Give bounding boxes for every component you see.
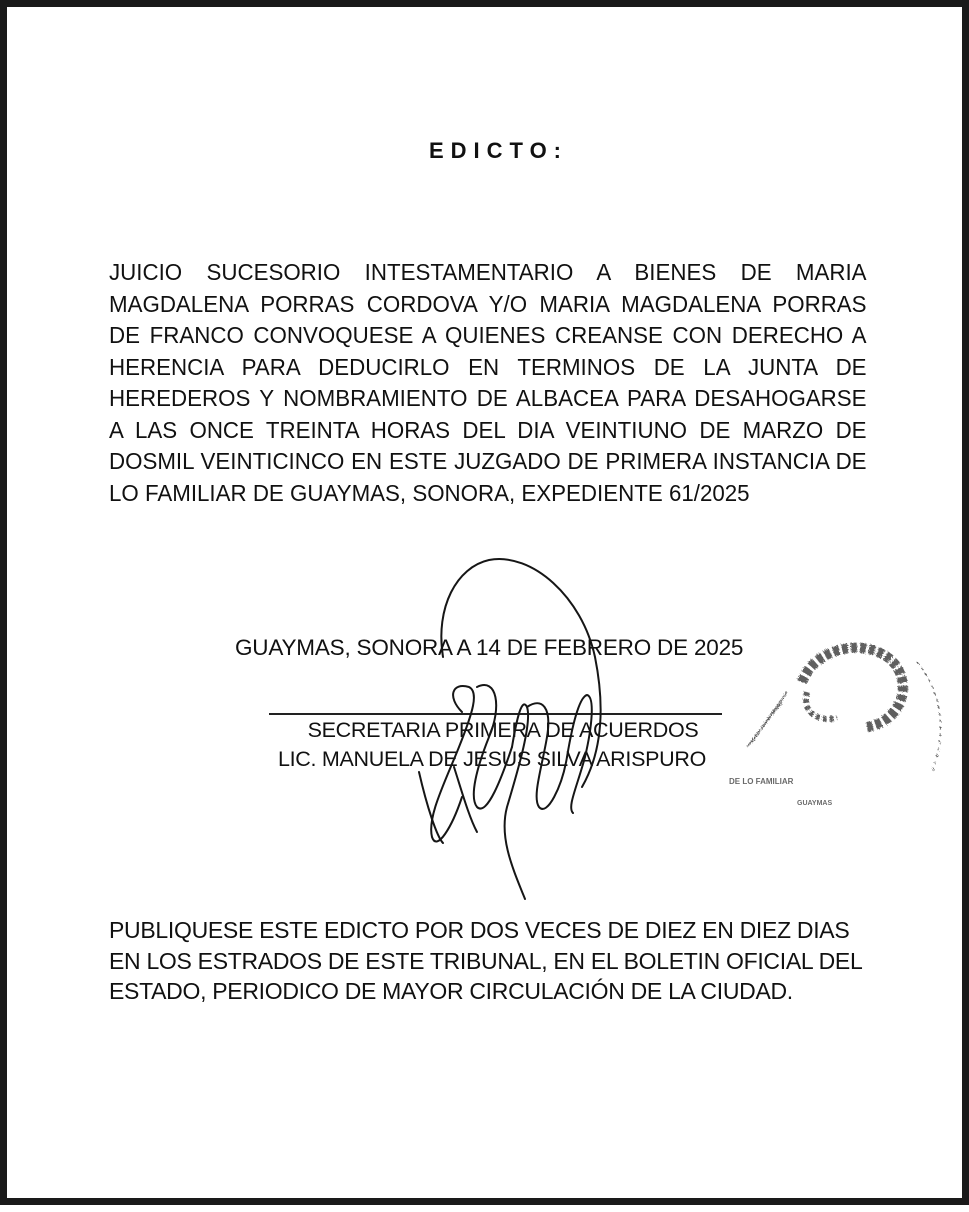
- body-line: DE FRANCO CONVOQUESE A QUIENES CREANSE CON DERECHO A: [109, 322, 867, 348]
- edict-body: [109, 257, 867, 509]
- body-line: A LAS ONCE TREINTA HORAS DEL DIA VEINTIUNO DE MARZO DE: [109, 416, 867, 443]
- place-and-date: GUAYMAS, SONORA A 14 DE FEBRERO DE 2025: [235, 635, 744, 660]
- body-line: DOSMIL VEINTICINCO EN ESTE JUZGADO DE PRIMERA INSTANCIA DE: [109, 448, 867, 474]
- document-title: EDICTO:: [428, 138, 569, 163]
- closing-line: PUBLIQUESE ESTE EDICTO POR DOS VECES DE DIEZ EN DIEZ DIAS: [109, 917, 850, 943]
- handwritten-signature: [7, 7, 969, 1212]
- seal-text: DE LO FAMILIAR: [729, 777, 794, 786]
- publication-instructions: [109, 915, 890, 1007]
- official-seal-stamp: [707, 622, 967, 832]
- signature-line: [269, 713, 722, 715]
- body-line: MAGDALENA PORRAS CORDOVA Y/O MARIA MAGDALENA PORRAS: [109, 290, 867, 317]
- signer-name: LIC. MANUELA DE JESUS SILVA ARISPURO: [277, 747, 707, 771]
- signer-title: SECRETARIA PRIMERA DE ACUERDOS: [307, 718, 699, 742]
- body-line: JUICIO SUCESORIO INTESTAMENTARIO A BIENES DE MARIA: [109, 259, 867, 285]
- seal-text: GUAYMAS: [797, 800, 833, 807]
- body-line: HERENCIA PARA DEDUCIRLO EN TERMINOS DE LA JUNTA DE: [109, 353, 867, 380]
- body-line: LO FAMILIAR DE GUAYMAS, SONORA, EXPEDIENTE 61/2025: [109, 479, 750, 506]
- closing-line: ESTADO, PERIODICO DE MAYOR CIRCULACIÓN DE LA CIUDAD.: [109, 978, 793, 1004]
- closing-line: EN LOS ESTRADOS DE ESTE TRIBUNAL, EN EL BOLETIN OFICIAL DEL: [109, 947, 863, 974]
- body-line: HEREDEROS Y NOMBRAMIENTO DE ALBACEA PARA DESAHOGARSE: [109, 385, 867, 411]
